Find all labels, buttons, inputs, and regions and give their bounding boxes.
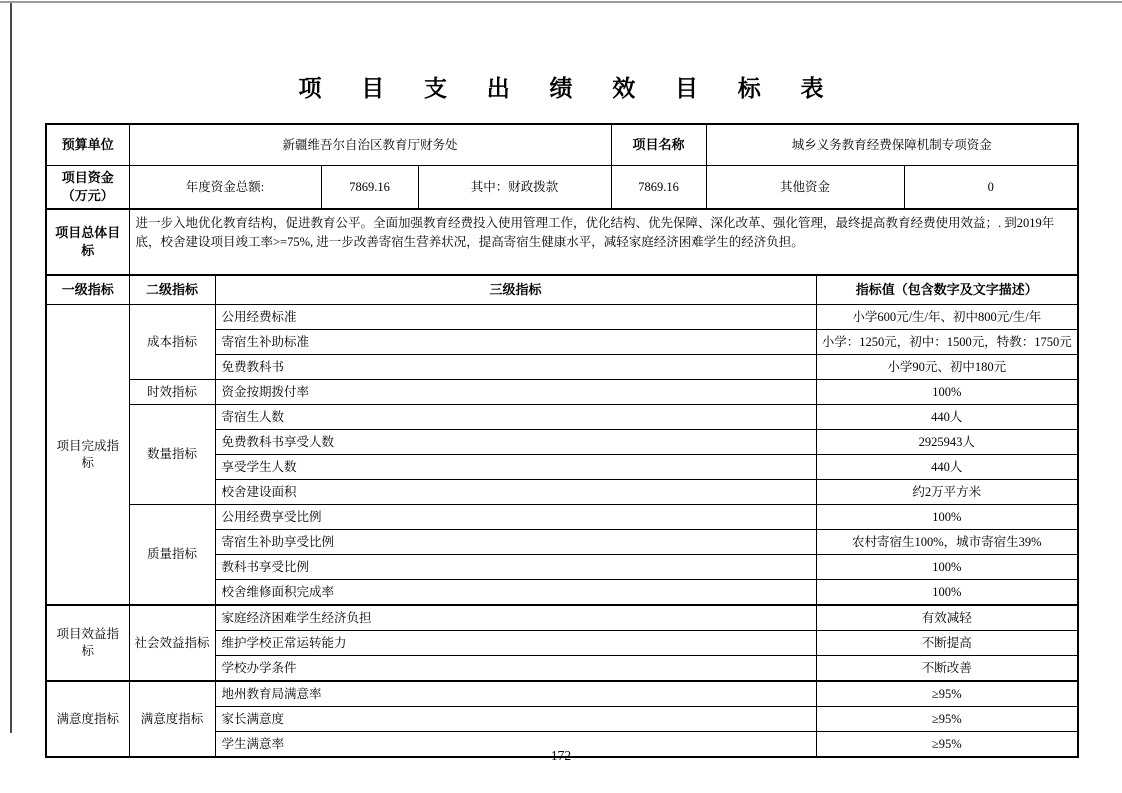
table-row [46,505,1078,530]
project-funds-label: 项目资金（万元） [46,166,129,210]
level2-group-quantity: 数量指标 [129,405,215,505]
page-number: 172 [550,748,572,763]
table-row [46,166,1078,210]
indicator-name: 校舍建设面积 [215,480,816,505]
indicator-value: 有效减轻 [816,605,1078,631]
indicator-header-row [46,275,1078,305]
indicator-value: 农村寄宿生100%，城市寄宿生39% [816,530,1078,555]
indicator-name: 公用经费享受比例 [215,505,816,530]
indicator-name: 寄宿生补助标准 [215,330,816,355]
budget-unit-label: 预算单位 [46,124,129,166]
indicator-value: ≥95% [816,707,1078,732]
indicator-value: 小学90元、初中180元 [816,355,1078,380]
indicator-name: 资金按期拨付率 [215,380,816,405]
level2-group-cost: 成本指标 [129,305,215,380]
indicator-name: 免费教科书 [215,355,816,380]
fiscal-allocation-value: 7869.16 [611,166,706,210]
table-row [46,605,1078,631]
annual-total-label: 年度资金总额: [129,166,321,210]
indicator-name: 家长满意度 [215,707,816,732]
level2-group-satisfaction: 满意度指标 [129,681,215,757]
indicator-value: 100% [816,505,1078,530]
indicator-value: 440人 [816,455,1078,480]
table-row [46,305,1078,330]
budget-unit-value: 新疆维吾尔自治区教育厅财务处 [129,124,611,166]
header-level2: 二级指标 [129,275,215,305]
indicator-name: 地州教育局满意率 [215,681,816,707]
level1-group-completion: 项目完成指标 [46,305,129,606]
table-row [46,380,1078,405]
indicator-name: 教科书享受比例 [215,555,816,580]
performance-target-table [45,123,1079,758]
page-top-edge [0,1,1122,3]
indicator-value: ≥95% [816,732,1078,758]
table-row [46,681,1078,707]
level1-group-satisfaction: 满意度指标 [46,681,129,757]
indicator-name: 学生满意率 [215,732,816,758]
level1-group-benefit: 项目效益指标 [46,605,129,681]
indicator-name: 免费教科书享受人数 [215,430,816,455]
fiscal-allocation-label: 其中：财政拨款 [418,166,611,210]
level2-group-timeliness: 时效指标 [129,380,215,405]
indicator-name: 学校办学条件 [215,656,816,682]
project-name-value: 城乡义务教育经费保障机制专项资金 [706,124,1078,166]
indicator-value: 2925943人 [816,430,1078,455]
indicator-value: 约2万平方米 [816,480,1078,505]
indicator-value: 100% [816,555,1078,580]
indicator-value: 小学600元/生/年、初中800元/生/年 [816,305,1078,330]
header-level1: 一级指标 [46,275,129,305]
indicator-value: ≥95% [816,681,1078,707]
indicator-name: 公用经费标准 [215,305,816,330]
indicator-value: 100% [816,380,1078,405]
indicator-name: 校舍维修面积完成率 [215,580,816,606]
table-row [46,124,1078,166]
project-name-label: 项目名称 [611,124,706,166]
indicator-name: 寄宿生人数 [215,405,816,430]
level2-group-quality: 质量指标 [129,505,215,606]
other-funds-value: 0 [904,166,1078,210]
header-level3: 三级指标 [215,275,816,305]
indicator-name: 家庭经济困难学生经济负担 [215,605,816,631]
indicator-value: 小学：1250元，初中：1500元，特教：1750元 [816,330,1078,355]
overall-goal-label: 项目总体目标 [46,209,129,275]
indicator-value: 不断改善 [816,656,1078,682]
page-left-edge [10,3,12,733]
table-row [46,209,1078,275]
other-funds-label: 其他资金 [706,166,904,210]
annual-total-value: 7869.16 [321,166,418,210]
level2-group-social-benefit: 社会效益指标 [129,605,215,681]
indicator-value: 不断提高 [816,631,1078,656]
overall-goal-text: 进一步入地优化教育结构，促进教育公平。全面加强教育经费投入使用管理工作，优化结构、优先保障、深化改革、强化管理，最终提高教育经费使用效益；. 到2019年底，校舍建设项目竣工率>=75%, 进一步改善寄宿生营养状况，提高寄宿生健康水平，减轻家庭经济困难学生的经济负担。 [129,209,1078,275]
header-value: 指标值（包含数字及文字描述） [816,275,1078,305]
indicator-name: 维护学校正常运转能力 [215,631,816,656]
indicator-value: 440人 [816,405,1078,430]
table-row [46,405,1078,430]
indicator-name: 享受学生人数 [215,455,816,480]
page-title: 项 目 支 出 绩 效 目 标 表 [298,76,841,101]
indicator-name: 寄宿生补助享受比例 [215,530,816,555]
indicator-value: 100% [816,580,1078,606]
